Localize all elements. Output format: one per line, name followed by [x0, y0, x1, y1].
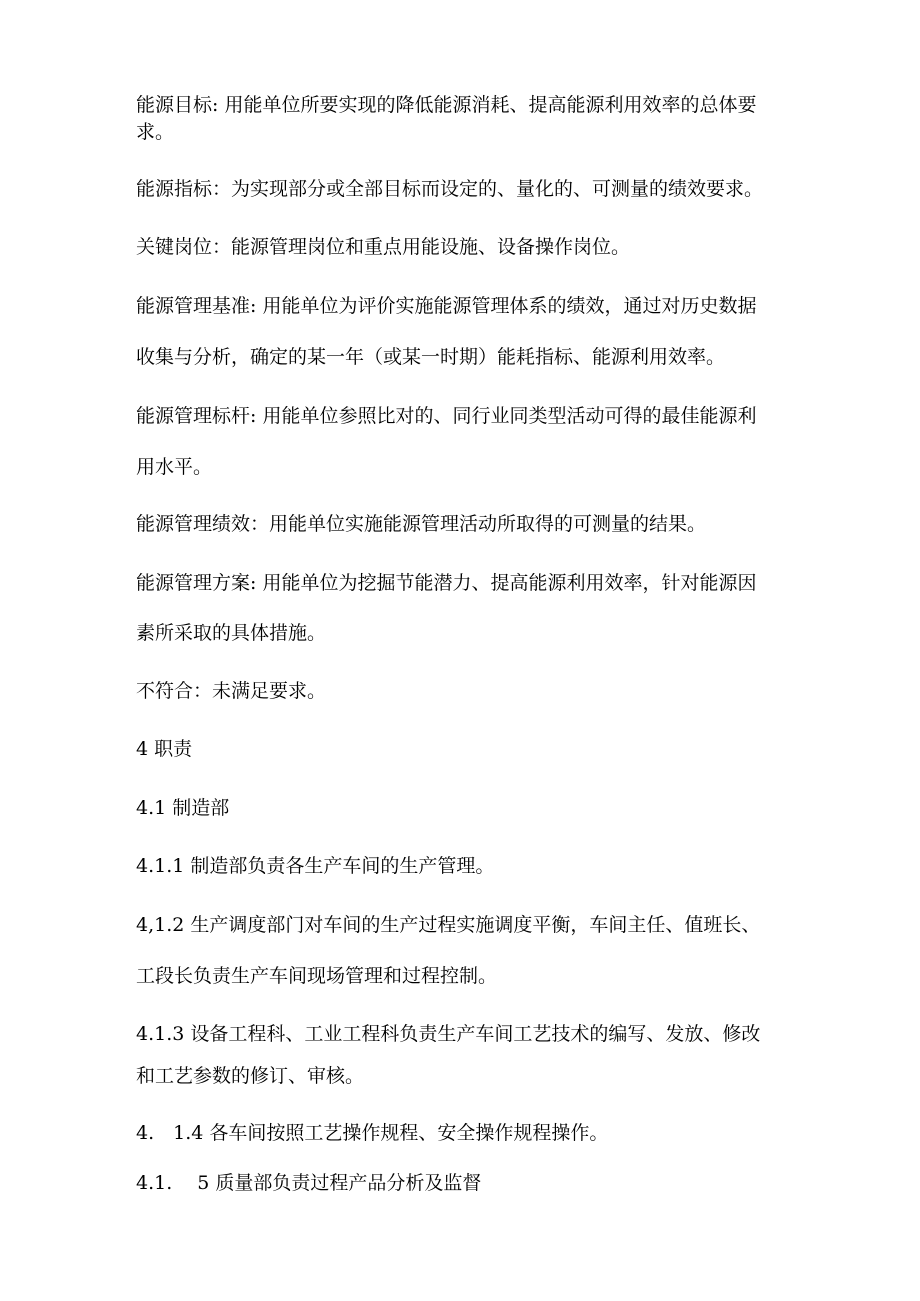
definition-key-positions: 关键岗位：能源管理岗位和重点用能设施、设备操作岗位。	[136, 236, 631, 258]
clause-4-1-4: 4. 1.4 各车间按照工艺操作规程、安全操作规程操作。	[136, 1122, 609, 1144]
definition-benchmark-line2: 用水平。	[136, 456, 213, 478]
definition-energy-target-line2: 求。	[136, 121, 175, 143]
clause-4-1-2-line2: 工段长负责生产车间现场管理和过程控制。	[136, 965, 498, 987]
clause-4-1-5: 4.1. 5 质量部负责过程产品分析及监督	[136, 1172, 482, 1194]
clause-4-1-1: 4.1.1 制造部负责各生产车间的生产管理。	[136, 855, 495, 877]
definition-nonconformity: 不符合：未满足要求。	[136, 680, 327, 702]
definition-benchmark-line1: 能源管理标杆: 用能单位参照比对的、同行业同类型活动可得的最佳能源利	[136, 405, 757, 427]
definition-energy-indicator: 能源指标：为实现部分或全部目标而设定的、量化的、可测量的绩效要求。	[136, 178, 764, 200]
clause-4-1-2-line1: 4,1.2 生产调度部门对车间的生产过程实施调度平衡，车间主任、值班长、	[136, 914, 761, 936]
definition-baseline-line2: 收集与分析，确定的某一年（或某一时期）能耗指标、能源利用效率。	[136, 346, 726, 368]
definition-plan-line2: 素所采取的具体措施。	[136, 622, 327, 644]
section-4-heading: 4 职责	[136, 738, 193, 760]
section-4-1-heading: 4.1 制造部	[136, 797, 230, 819]
clause-4-1-3-line2: 和工艺参数的修订、审核。	[136, 1065, 365, 1087]
definition-baseline-line1: 能源管理基准: 用能单位为评价实施能源管理体系的绩效，通过对历史数据	[136, 295, 757, 317]
definition-plan-line1: 能源管理方案: 用能单位为挖掘节能潜力、提高能源利用效率，针对能源因	[136, 572, 757, 594]
definition-energy-target-line1: 能源目标: 用能单位所要实现的降低能源消耗、提高能源利用效率的总体要	[136, 94, 757, 116]
definition-performance: 能源管理绩效：用能单位实施能源管理活动所取得的可测量的结果。	[136, 513, 707, 535]
clause-4-1-3-line1: 4.1.3 设备工程科、工业工程科负责生产车间工艺技术的编写、发放、修改	[136, 1023, 761, 1045]
